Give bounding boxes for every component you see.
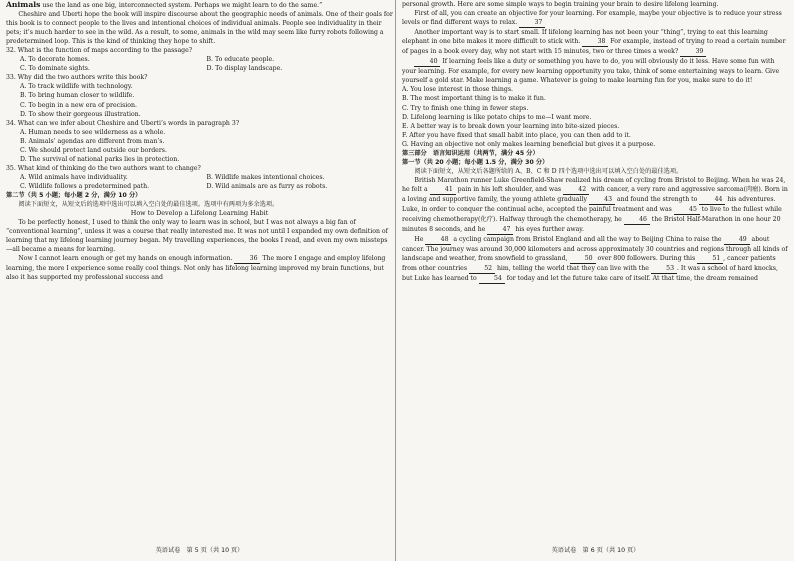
- blank-40[interactable]: 40: [414, 57, 440, 67]
- question-34: [6, 119, 393, 164]
- blank-36[interactable]: 36: [234, 254, 260, 264]
- blank-47[interactable]: 47: [487, 225, 513, 235]
- page-divider: [395, 0, 396, 561]
- blank-37[interactable]: 37: [519, 18, 545, 28]
- option-d[interactable]: D. To display landscape.: [206, 65, 283, 73]
- option-a[interactable]: A. To decorate homes.: [20, 56, 90, 64]
- option-c[interactable]: C. Try to finish one thing in fewer steps.: [402, 104, 529, 112]
- option-c[interactable]: C. Wildlife follows a predetermined path.: [20, 182, 150, 190]
- question-stem: 34. What can we infer about Cheshire and Uberti’s words in paragraph 3?: [6, 119, 240, 127]
- page-footer: 英语试卷 第 5 页（共 10 页）: [155, 546, 244, 554]
- question-stem: 35. What kind of thinking do the two authors want to change?: [6, 164, 201, 172]
- option-d[interactable]: D. Lifelong learning is like potato chips to me—I want more.: [402, 113, 592, 121]
- option-a[interactable]: A. To track wildlife with technology.: [20, 83, 133, 91]
- option-g[interactable]: G. Having an objective not only makes learning beneficial but gives it a purpose.: [402, 140, 656, 148]
- blank-39[interactable]: 39: [680, 47, 706, 57]
- blank-52[interactable]: 52: [469, 264, 495, 274]
- right-paragraph-4: 40 If learning feels like a duty or something you have to do, you will obviously do it less. Have some fun with your learning. For example, for every new learning opportunity you take, think of some entertaining ways to learn. Give yourself a gold star. Make learning a game. Whatever is going to make learning fun for you, make sure to do it!: [402, 58, 780, 85]
- right-paragraph-3: Another important way is to start small. If lifelong learning has not been your “thing”, trying to eat this learning elephant in one bite makes it more difficult to stick with. 38 For example, instead of trying to read a certain number of pages in a book every day, why not start with 15 minutes, two or three times a week? 39: [402, 28, 789, 57]
- question-33: [6, 73, 393, 118]
- left-paragraph-4: Now I cannot learn enough or get my hands on enough information. 36 The more I engage and employ lifelong learning, the more I experience some really cool things. Not only has lifelong learning improved my brain functions, but also it has supported my professional success and: [6, 255, 386, 282]
- blank-54[interactable]: 54: [479, 274, 505, 284]
- right-page: [402, 0, 789, 561]
- section-1-instructions: 阅读下面短文，从短文后各题所给的 A、B、C 和 D 四个选项中选出可以填入空白处的最佳选项。: [414, 167, 683, 175]
- blank-43[interactable]: 43: [589, 195, 615, 205]
- options-list: [402, 85, 789, 148]
- section-2-instructions: 阅读下面短文，从短文后的选项中选出可以填入空白处的最佳选项。选项中有两项为多余选项。: [18, 201, 279, 209]
- option-b[interactable]: B. Wildlife makes intentional choices.: [206, 173, 325, 181]
- right-paragraph-6: He 48 a cycling campaign from Bristol England and all the way to Beijing China to raise the 49 about cancer. The journey was around 30,000 kilometers and across approximately 30 countries and regions through all kinds of landscape and weather, from snowfield to grassland, 50 over 800 followers. During this 51 , cancer patients from other countries 52 him, telling the world that they can live with the 53 . It was a school of hard knocks, but Luke has learned to 54 for today and let the future take care of itself. At that time, the dream remained: [402, 235, 789, 284]
- option-d[interactable]: D. Wild animals are as furry as robots.: [206, 182, 328, 190]
- option-c[interactable]: C. To begin in a new era of precision.: [20, 101, 137, 109]
- blank-51[interactable]: 51: [697, 254, 723, 264]
- option-b[interactable]: B. To bring human closer to wildlife.: [20, 92, 135, 100]
- option-a[interactable]: A. You lose interest in those things.: [402, 86, 513, 94]
- blank-45[interactable]: 45: [674, 205, 700, 215]
- option-a[interactable]: A. Wild animals have individuality.: [20, 173, 128, 181]
- blank-41[interactable]: 41: [430, 185, 456, 195]
- question-32: [6, 46, 393, 73]
- question-stem: 32. What is the function of maps according to the passage?: [6, 47, 193, 55]
- option-b[interactable]: B. To educate people.: [206, 56, 275, 64]
- blank-49[interactable]: 49: [724, 235, 750, 245]
- option-d[interactable]: D. The survival of national parks lies in protection.: [20, 155, 180, 163]
- passage-title: How to Develop a Lifelong Learning Habit: [130, 209, 269, 218]
- option-c[interactable]: C. To dominate sights.: [20, 65, 90, 73]
- right-paragraph-5: British Marathon runner Luke Greenfield-Shaw realized his dream of cycling from Bristol to Beijing. When he was 24, he felt a 41 pain in his left shoulder, and was 42 with cancer, a very rare and aggressive sarcoma(肉瘤). Born in a loving and supportive family, the young athlete gradually 43 and found the strength to 44 his adventures. Luke, in order to conquer the continual ache, accepted the painful treatment and was 45 to live to the fullest while receiving chemotherapy(化疗). Halfway through the chemotherapy, he 46 the Bristol Half-Marathon in one hour 20 minutes 8 seconds, and he 47 his eyes further away.: [402, 176, 789, 235]
- option-b[interactable]: B. The most important thing is to make it fun.: [402, 95, 546, 103]
- section-2-title: 第二节（共 5 小题；每小题 2 分，满分 10 分）: [6, 191, 142, 199]
- question-35: [6, 164, 393, 191]
- question-stem: 33. Why did the two authors write this book?: [6, 74, 148, 82]
- right-paragraph-2: First of all, you can create an objective for your learning. For example, maybe your objective is to reduce your stress levels or find different ways to relax. 37: [402, 9, 789, 28]
- option-e[interactable]: E. A better way is to break down your learning into bite-sized pieces.: [402, 122, 620, 130]
- left-paragraph-2: Cheshire and Uberti hope the book will inspire discourse about the geographic needs of animals. One of their goals for this book is to connect people to the lives and intentional choices of individual animals. People see individuality in their pets; it’s much harder to see in the wild. As a result, to some, animals in the wild may seem like furry robots following a predetermined loop. This is the kind of thinking they hope to shift.: [6, 11, 393, 46]
- left-paragraph-3: To be perfectly honest, I used to think the only way to learn was in school, but I was not always a big fan of “conventional learning”, unless it was a course that really interested me. It was not until I expanded my own definition of learning that my lifelong learning journey began. My travelling experiences, the books I read, and even my own missteps—all became a means for learning.: [6, 219, 388, 254]
- blank-38[interactable]: 38: [582, 37, 608, 47]
- option-c[interactable]: C. We should protect land outside our borders.: [20, 146, 167, 154]
- option-b[interactable]: B. Animals’ agendas are different from man’s.: [20, 137, 165, 145]
- blank-48[interactable]: 48: [425, 235, 451, 245]
- blank-46[interactable]: 46: [624, 215, 650, 225]
- blank-53[interactable]: 53: [651, 264, 677, 274]
- option-d[interactable]: D. To show their gorgeous illustration.: [20, 110, 141, 118]
- option-a[interactable]: A. Human needs to see wilderness as a whole.: [20, 128, 166, 136]
- blank-44[interactable]: 44: [699, 195, 725, 205]
- blank-42[interactable]: 42: [563, 185, 589, 195]
- left-paragraph-1: Animals use the land as one big, interconnected system. Perhaps we might learn to do the same.”: [6, 0, 323, 9]
- right-paragraph-1: personal growth. Here are some simple ways to begin training your brain to desire lifelong learning.: [402, 1, 719, 8]
- left-page: [6, 0, 393, 561]
- page-footer: 英语试卷 第 6 页（共 10 页）: [551, 546, 640, 554]
- option-f[interactable]: F. After you have fixed that small habit into place, you can then add to it.: [402, 131, 631, 139]
- part-3-title: 第三部分 语言知识运用（共两节，满分 45 分）: [402, 149, 539, 157]
- blank-50[interactable]: 50: [570, 254, 596, 264]
- section-1-title: 第一节（共 20 小题；每小题 1.5 分，满分 30 分）: [402, 158, 549, 166]
